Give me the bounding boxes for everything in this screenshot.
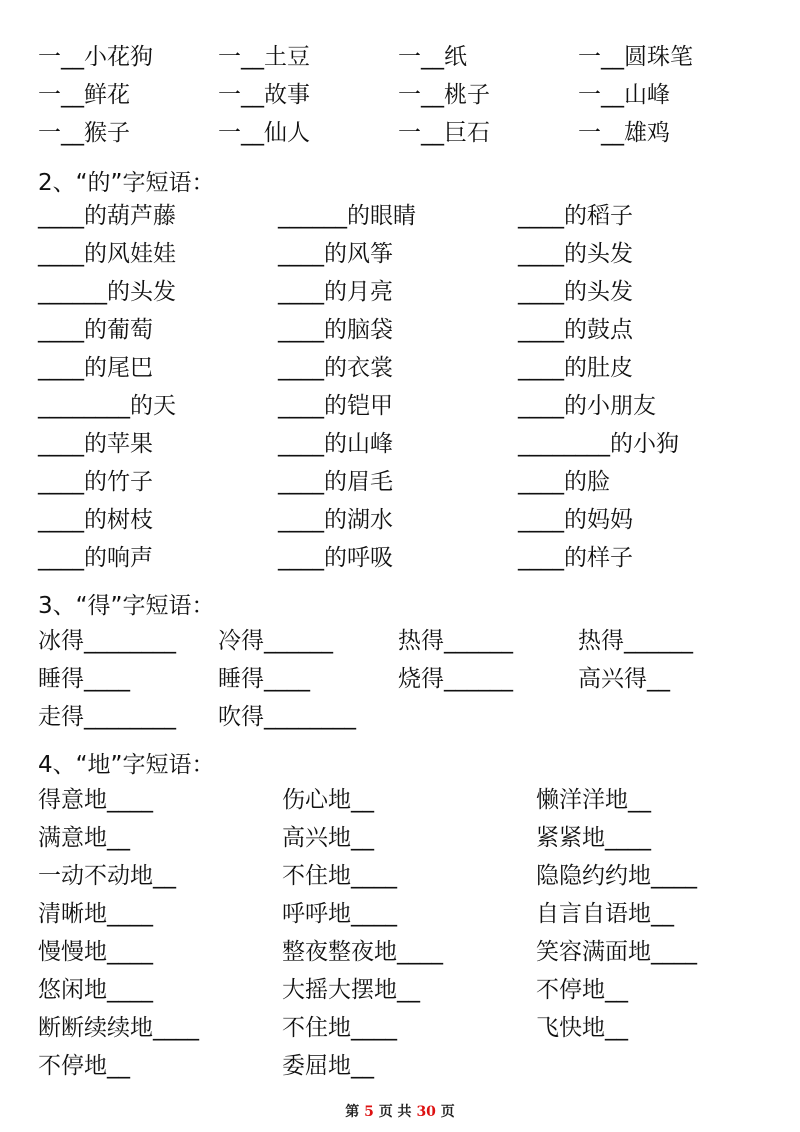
phrase-item: 冰得________	[38, 628, 176, 654]
phrase-item: 一__纸	[398, 44, 467, 70]
phrase-item: 一__猴子	[38, 120, 130, 146]
phrase-item: ____的脑袋	[278, 317, 393, 343]
phrase-item: ____的山峰	[278, 431, 393, 457]
phrase-item: 烧得______	[398, 666, 513, 692]
phrase-item: 吹得________	[218, 704, 356, 730]
phrase-item: 一__雄鸡	[578, 120, 670, 146]
phrase-item: 一__故事	[218, 82, 310, 108]
phrase-item: 不住地____	[282, 1015, 397, 1041]
phrase-row	[0, 539, 800, 577]
phrase-item: ____的头发	[518, 279, 633, 305]
phrase-row	[0, 387, 800, 425]
section-title: 3、“得”字短语：	[38, 593, 215, 619]
phrase-item: 笑容满面地____	[536, 939, 697, 965]
phrase-item: 自言自语地__	[536, 901, 674, 927]
phrase-item: ____的月亮	[278, 279, 393, 305]
phrase-item: 一__桃子	[398, 82, 490, 108]
phrase-item: 不停地__	[536, 977, 628, 1003]
phrase-item: ____的尾巴	[38, 355, 153, 381]
phrase-row	[0, 819, 800, 857]
phrase-item: 断断续续地____	[38, 1015, 199, 1041]
measure-row	[0, 114, 800, 152]
phrase-item: ____的脸	[518, 469, 610, 495]
phrase-item: ____的风娃娃	[38, 241, 176, 267]
phrase-item: 得意地____	[38, 787, 153, 813]
phrase-item: 紧紧地____	[536, 825, 651, 851]
phrase-item: ____的风筝	[278, 241, 393, 267]
phrase-item: 一__鲜花	[38, 82, 130, 108]
footer-suffix: 页	[440, 1104, 455, 1120]
phrase-row	[0, 425, 800, 463]
phrase-row	[0, 895, 800, 933]
phrase-row	[0, 197, 800, 235]
phrase-item: 一__仙人	[218, 120, 310, 146]
phrase-item: 清晰地____	[38, 901, 153, 927]
phrase-item: 伤心地__	[282, 787, 374, 813]
phrase-item: ____的头发	[518, 241, 633, 267]
phrase-row	[0, 501, 800, 539]
phrase-item: 整夜整夜地____	[282, 939, 443, 965]
phrase-item: 走得________	[38, 704, 176, 730]
phrase-item: 大摇大摆地__	[282, 977, 420, 1003]
phrase-row	[0, 933, 800, 971]
phrase-item: 悠闲地____	[38, 977, 153, 1003]
phrase-item: ____的竹子	[38, 469, 153, 495]
phrase-row	[0, 463, 800, 501]
page-footer	[0, 1101, 800, 1121]
phrase-item: ____的葡萄	[38, 317, 153, 343]
phrase-item: 隐隐约约地____	[536, 863, 697, 889]
phrase-item: 不住地____	[282, 863, 397, 889]
phrase-item: ____的树枝	[38, 507, 153, 533]
phrase-row	[0, 1009, 800, 1047]
phrase-row	[0, 273, 800, 311]
phrase-item: 睡得____	[218, 666, 310, 692]
phrase-item: 慢慢地____	[38, 939, 153, 965]
phrase-row	[0, 311, 800, 349]
phrase-item: 高兴地__	[282, 825, 374, 851]
section-title: 2、“的”字短语：	[38, 170, 215, 196]
phrase-item: 委屈地__	[282, 1053, 374, 1079]
phrase-item: 睡得____	[38, 666, 130, 692]
footer-middle: 页 共	[378, 1104, 412, 1120]
phrase-item: 一__巨石	[398, 120, 490, 146]
phrase-item: ____的样子	[518, 545, 633, 571]
phrase-row	[0, 971, 800, 1009]
phrase-row	[0, 698, 800, 736]
phrase-item: 热得______	[398, 628, 513, 654]
phrase-item: 一动不动地__	[38, 863, 176, 889]
phrase-item: 呼呼地____	[282, 901, 397, 927]
phrase-item: 冷得______	[218, 628, 333, 654]
phrase-item: ____的衣裳	[278, 355, 393, 381]
current-page-number: 5	[364, 1104, 374, 1120]
phrase-item: ____的鼓点	[518, 317, 633, 343]
phrase-item: 一__山峰	[578, 82, 670, 108]
measure-row	[0, 38, 800, 76]
phrase-item: ____的稻子	[518, 203, 633, 229]
phrase-row	[0, 660, 800, 698]
phrase-item: ________的天	[38, 393, 176, 419]
phrase-item: ____的小朋友	[518, 393, 656, 419]
phrase-row	[0, 235, 800, 273]
phrase-item: ______的头发	[38, 279, 176, 305]
measure-row	[0, 76, 800, 114]
phrase-item: ____的苹果	[38, 431, 153, 457]
phrase-row	[0, 857, 800, 895]
phrase-item: 懒洋洋地__	[536, 787, 651, 813]
phrase-item: ____的铠甲	[278, 393, 393, 419]
section-title: 4、“地”字短语：	[38, 752, 215, 778]
phrase-item: 满意地__	[38, 825, 130, 851]
total-page-number: 30	[416, 1104, 436, 1120]
phrase-item: ________的小狗	[518, 431, 679, 457]
phrase-item: ____的葫芦藤	[38, 203, 176, 229]
footer-prefix: 第	[345, 1104, 360, 1120]
phrase-item: 不停地__	[38, 1053, 130, 1079]
phrase-item: 飞快地__	[536, 1015, 628, 1041]
phrase-item: ______的眼睛	[278, 203, 416, 229]
phrase-item: ____的湖水	[278, 507, 393, 533]
phrase-item: ____的呼吸	[278, 545, 393, 571]
phrase-row	[0, 622, 800, 660]
phrase-row	[0, 781, 800, 819]
phrase-item: 一__小花狗	[38, 44, 153, 70]
phrase-item: 热得______	[578, 628, 693, 654]
phrase-item: 高兴得__	[578, 666, 670, 692]
phrase-item: ____的妈妈	[518, 507, 633, 533]
phrase-item: ____的响声	[38, 545, 153, 571]
phrase-item: 一__圆珠笔	[578, 44, 693, 70]
phrase-item: ____的肚皮	[518, 355, 633, 381]
phrase-item: ____的眉毛	[278, 469, 393, 495]
phrase-row	[0, 349, 800, 387]
phrase-item: 一__土豆	[218, 44, 310, 70]
phrase-row	[0, 1047, 800, 1085]
